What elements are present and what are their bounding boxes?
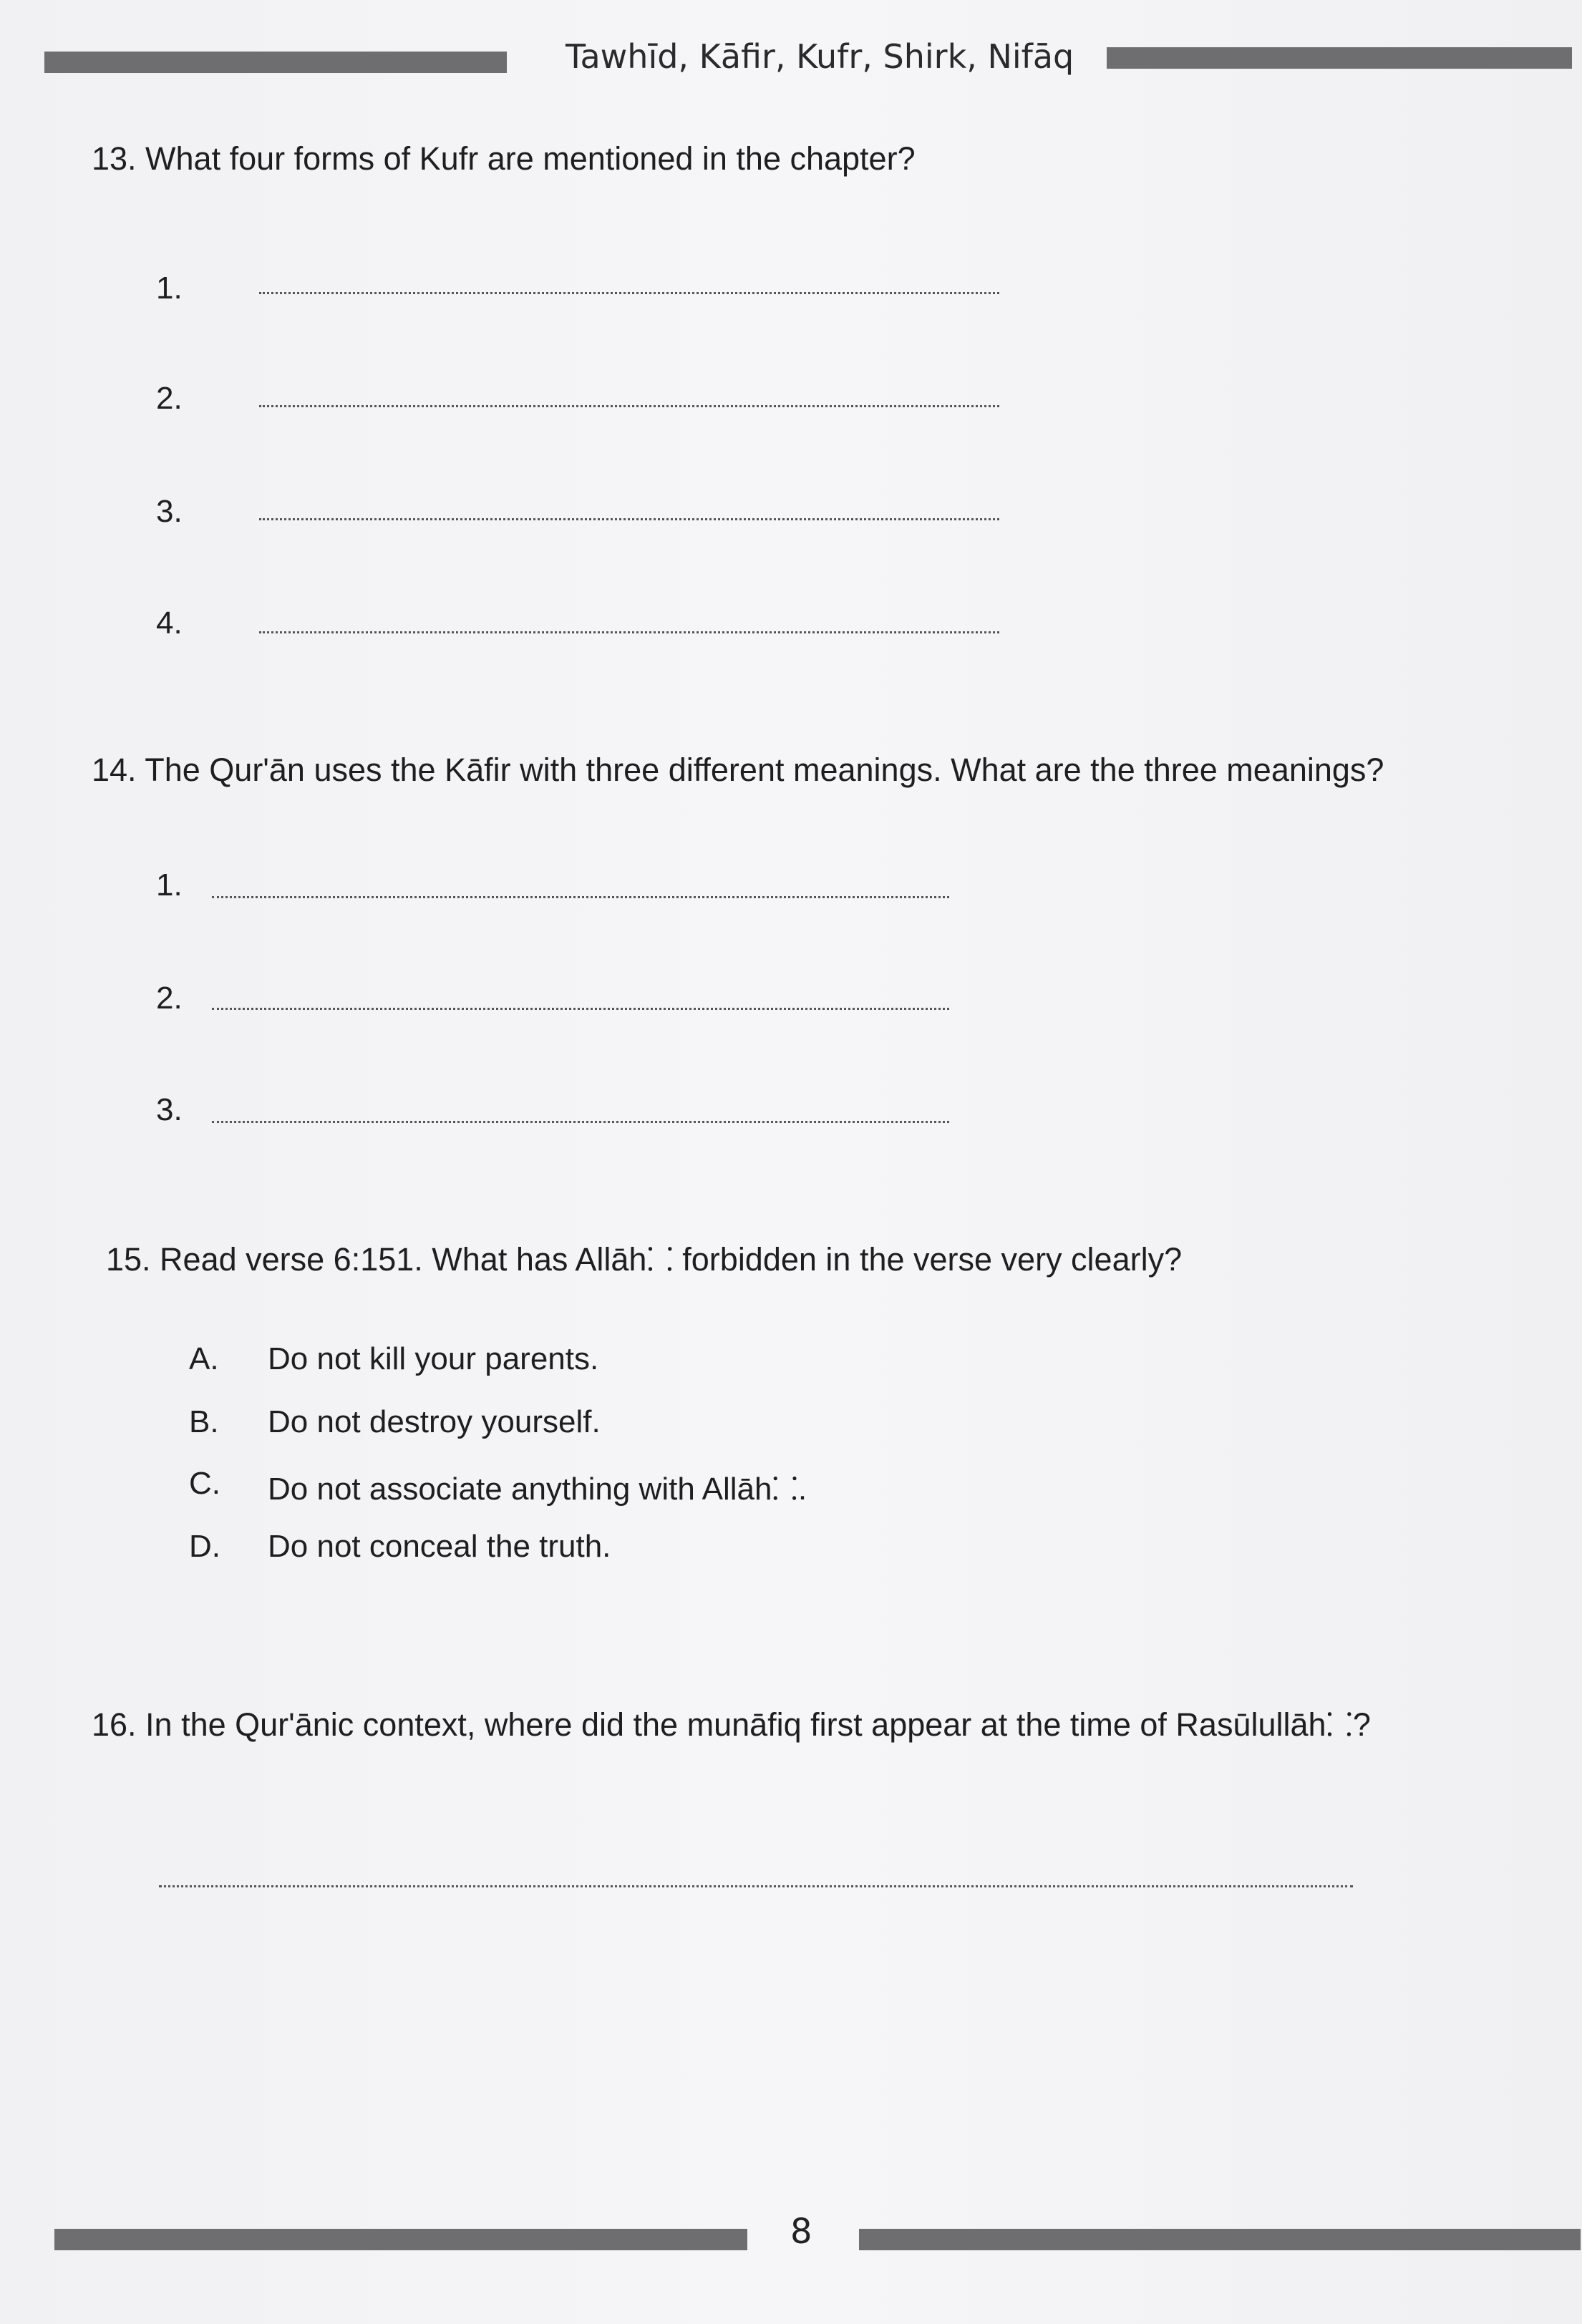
question-15: 15. Read verse 6:151. What has Allāh⸬ forbidden in the verse very clearly? — [106, 1241, 1183, 1278]
q15-option-b-letter: B. — [189, 1404, 219, 1439]
q14-answer-3-line[interactable] — [212, 1121, 949, 1123]
q13-answer-1-number: 1. — [156, 271, 183, 306]
q15-option-d-text[interactable]: Do not conceal the truth. — [268, 1529, 611, 1564]
q15-option-c-letter: C. — [189, 1466, 220, 1501]
q13-answer-2-line[interactable] — [259, 405, 999, 407]
footer-bar-left — [54, 2229, 747, 2250]
question-13: 13. What four forms of Kufr are mentioned in the chapter? — [92, 140, 916, 177]
header-title: Tawhīd, Kāfir, Kufr, Shirk, Nifāq — [566, 37, 1074, 76]
q13-answer-3-number: 3. — [156, 494, 183, 529]
footer-bar-right — [859, 2229, 1581, 2250]
q15-option-c-text[interactable]: Do not associate anything with Allāh⸬. — [268, 1472, 807, 1507]
question-14: 14. The Qur'ān uses the Kāfir with three different meanings. What are the three meanings? — [92, 752, 1384, 788]
q15-option-d-letter: D. — [189, 1529, 220, 1564]
header-bar-left — [44, 52, 507, 73]
q14-answer-2-number: 2. — [156, 981, 183, 1016]
q14-answer-1-line[interactable] — [212, 896, 949, 898]
q16-answer-line[interactable] — [159, 1885, 1353, 1887]
q13-answer-4-number: 4. — [156, 606, 183, 641]
q13-answer-1-line[interactable] — [259, 292, 999, 294]
page-number: 8 — [790, 2212, 812, 2252]
q14-answer-2-line[interactable] — [212, 1008, 949, 1010]
q13-answer-2-number: 2. — [156, 381, 183, 416]
q14-answer-3-number: 3. — [156, 1092, 183, 1127]
q15-option-a-text[interactable]: Do not kill your parents. — [268, 1341, 599, 1376]
question-16: 16. In the Qur'ānic context, where did the munāfiq first appear at the time of Rasūlullāh⸬? — [92, 1706, 1371, 1743]
q15-option-b-text[interactable]: Do not destroy yourself. — [268, 1404, 601, 1439]
q13-answer-4-line[interactable] — [259, 631, 999, 633]
q14-answer-1-number: 1. — [156, 867, 183, 903]
header-bar-right — [1107, 47, 1572, 69]
q15-option-a-letter: A. — [189, 1341, 219, 1376]
q13-answer-3-line[interactable] — [259, 518, 999, 520]
